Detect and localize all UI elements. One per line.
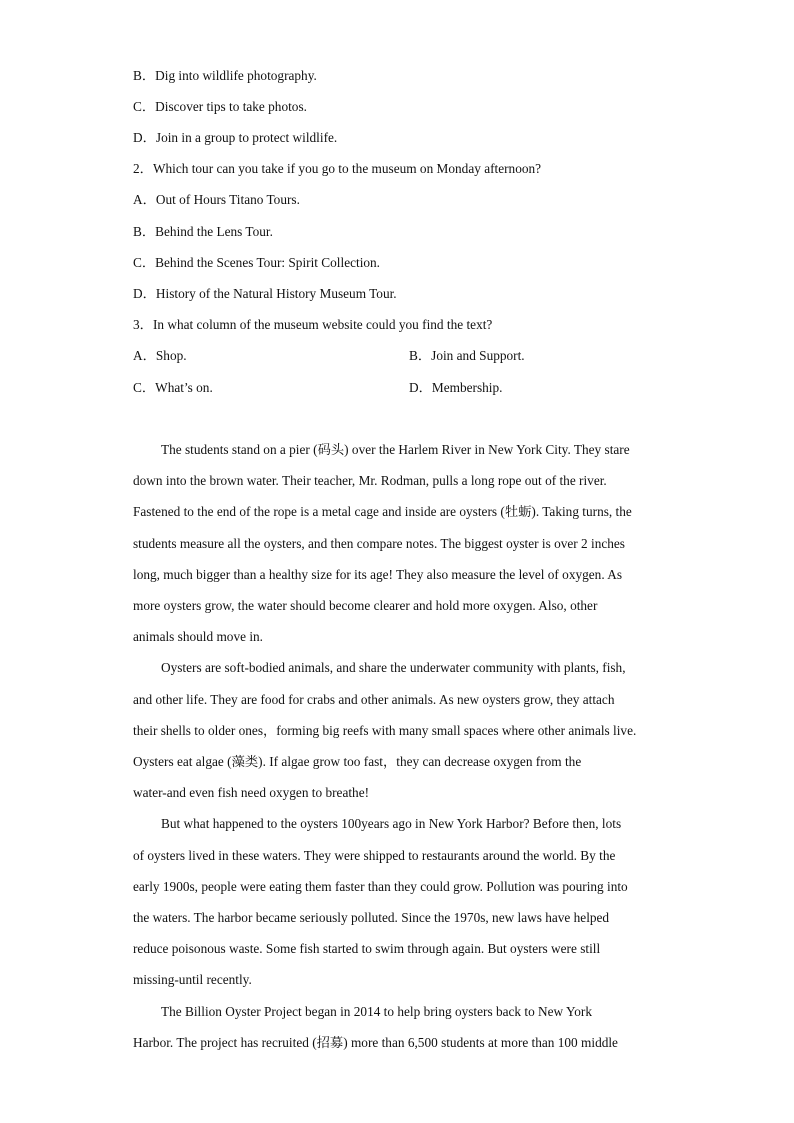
q2-stem: 2．Which tour can you take if you go to the museum on Monday afternoon? [133, 161, 542, 176]
passage-p3-line: of oysters lived in these waters. They were shipped to restaurants around the world. By the [133, 848, 616, 863]
q2-option-c: C．Behind the Scenes Tour: Spirit Collection. [133, 255, 381, 270]
passage-p4-line: Harbor. The project has recruited (招募) more than 6,500 students at more than 100 middle [133, 1035, 618, 1050]
q2-option-a: A．Out of Hours Titano Tours. [133, 192, 300, 207]
passage-p2-line: water-and even fish need oxygen to breathe! [133, 785, 370, 800]
passage-p1-line: down into the brown water. Their teacher, Mr. Rodman, pulls a long rope out of the river. [133, 473, 607, 488]
q2-option-b: B．Behind the Lens Tour. [133, 224, 273, 239]
passage-p3-line: the waters. The harbor became seriously polluted. Since the 1970s, new laws have helped [133, 910, 610, 925]
q2-option-d: D．History of the Natural History Museum Tour. [133, 286, 397, 301]
q3-option-d: D．Membership. [409, 380, 503, 395]
q1-option-d: D．Join in a group to protect wildlife. [133, 130, 338, 145]
passage-p2-line: Oysters are soft-bodied animals, and share the underwater community with plants, fish, [161, 660, 626, 675]
q3-option-b: B．Join and Support. [409, 348, 525, 363]
passage-p1-line: more oysters grow, the water should become clearer and hold more oxygen. Also, other [133, 598, 598, 613]
passage-p1-line: students measure all the oysters, and then compare notes. The biggest oyster is over 2 inches [133, 536, 625, 551]
passage-p4-line: The Billion Oyster Project began in 2014 to help bring oysters back to New York [161, 1004, 592, 1019]
q3-option-a: A．Shop. [133, 348, 187, 363]
q1-option-b: B．Dig into wildlife photography. [133, 68, 317, 83]
passage-p1-line: The students stand on a pier (码头) over the Harlem River in New York City. They stare [161, 442, 630, 457]
passage-p1-line: long, much bigger than a healthy size for its age! They also measure the level of oxygen. As [133, 567, 623, 582]
q3-stem: 3．In what column of the museum website could you find the text? [133, 317, 493, 332]
q1-option-c: C．Discover tips to take photos. [133, 99, 307, 114]
passage-p2-line: and other life. They are food for crabs and other animals. As new oysters grow, they attach [133, 692, 615, 707]
passage-p3-line: missing-until recently. [133, 972, 252, 987]
q3-option-c: C．What’s on. [133, 380, 213, 395]
passage-p3-line: reduce poisonous waste. Some fish started to swim through again. But oysters were still [133, 941, 601, 956]
passage-p3-line: But what happened to the oysters 100years ago in New York Harbor? Before then, lots [161, 816, 622, 831]
passage-p2-line: their shells to older ones，forming big reefs with many small spaces where other animals live. [133, 723, 637, 738]
passage-p1-line: Fastened to the end of the rope is a metal cage and inside are oysters (牡蛎). Taking turns, the [133, 504, 632, 519]
passage-p3-line: early 1900s, people were eating them faster than they could grow. Pollution was pouring into [133, 879, 628, 894]
passage-p1-line: animals should move in. [133, 629, 264, 644]
passage-p2-line: Oysters eat algae (藻类). If algae grow too fast，they can decrease oxygen from the [133, 754, 582, 769]
